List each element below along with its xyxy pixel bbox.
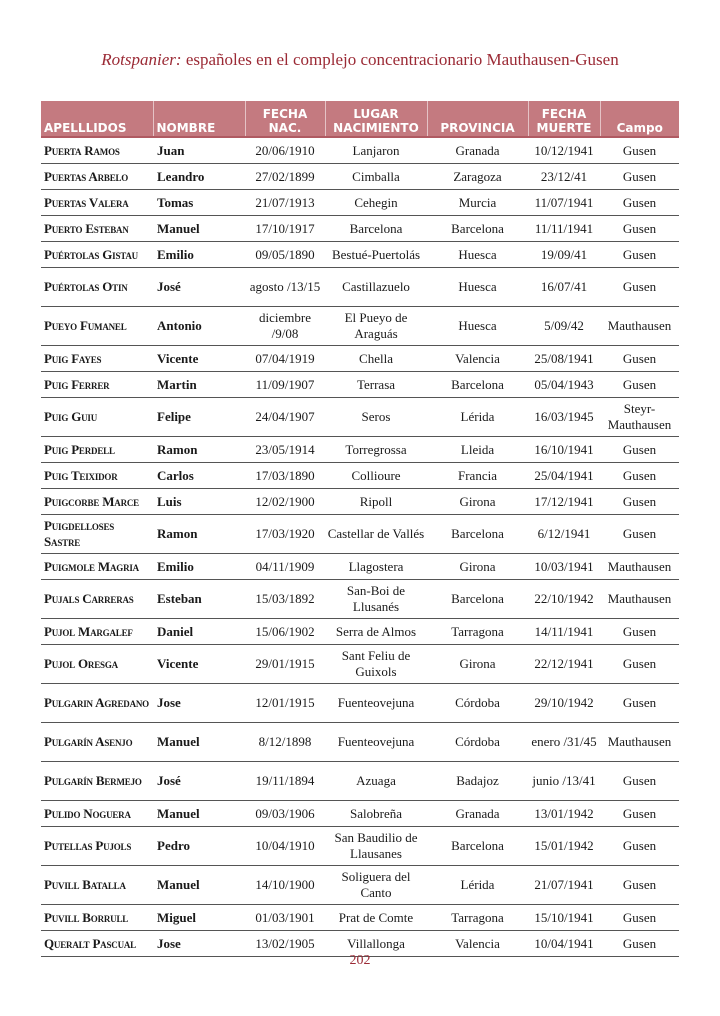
cell-surname: Puerto Esteban — [41, 216, 153, 242]
cell-birthplace: Torregrossa — [325, 437, 427, 463]
cell-camp: Gusen — [600, 515, 679, 554]
cell-province: Tarragona — [427, 905, 528, 931]
cell-birth-date: 23/05/1914 — [245, 437, 325, 463]
cell-birth-date: diciembre /9/08 — [245, 307, 325, 346]
col-header-campo: Campo — [600, 101, 679, 137]
cell-surname: Puigcorbe Marce — [41, 489, 153, 515]
table-row — [41, 801, 679, 827]
cell-birthplace: Castillazuelo — [325, 268, 427, 307]
cell-camp: Mauthausen — [600, 554, 679, 580]
cell-death-date: 05/04/1943 — [528, 372, 600, 398]
cell-death-date: 10/12/1941 — [528, 137, 600, 164]
cell-camp: Gusen — [600, 268, 679, 307]
cell-province: Córdoba — [427, 723, 528, 762]
cell-first-name: Martin — [153, 372, 245, 398]
cell-first-name: Jose — [153, 684, 245, 723]
cell-death-date: 17/12/1941 — [528, 489, 600, 515]
cell-birthplace: Chella — [325, 346, 427, 372]
cell-first-name: Vicente — [153, 346, 245, 372]
cell-camp: Gusen — [600, 190, 679, 216]
cell-camp: Steyr-Mauthausen — [600, 398, 679, 437]
cell-birth-date: 20/06/1910 — [245, 137, 325, 164]
cell-surname: Puig Fayes — [41, 346, 153, 372]
cell-camp: Gusen — [600, 866, 679, 905]
cell-province: Lleida — [427, 437, 528, 463]
cell-surname: Puerta Ramos — [41, 137, 153, 164]
cell-province: Tarragona — [427, 619, 528, 645]
table-row — [41, 515, 679, 554]
table-row — [41, 268, 679, 307]
cell-death-date: 15/01/1942 — [528, 827, 600, 866]
cell-camp: Gusen — [600, 242, 679, 268]
cell-birthplace: Cimballa — [325, 164, 427, 190]
cell-birth-date: 8/12/1898 — [245, 723, 325, 762]
table-row — [41, 905, 679, 931]
table-row — [41, 554, 679, 580]
cell-province: Valencia — [427, 346, 528, 372]
cell-birth-date: 17/03/1890 — [245, 463, 325, 489]
cell-province: Girona — [427, 489, 528, 515]
cell-camp: Gusen — [600, 372, 679, 398]
cell-surname: Putellas Pujols — [41, 827, 153, 866]
cell-province: Murcia — [427, 190, 528, 216]
cell-province: Girona — [427, 554, 528, 580]
cell-birth-date: agosto /13/15 — [245, 268, 325, 307]
cell-birth-date: 04/11/1909 — [245, 554, 325, 580]
table-row — [41, 216, 679, 242]
cell-province: Granada — [427, 137, 528, 164]
cell-province: Barcelona — [427, 580, 528, 619]
col-header-lugar-nacimiento: LUGAR NACIMIENTO — [325, 101, 427, 137]
cell-death-date: 16/07/41 — [528, 268, 600, 307]
cell-birthplace: Fuenteovejuna — [325, 723, 427, 762]
table-row — [41, 242, 679, 268]
cell-death-date: 25/08/1941 — [528, 346, 600, 372]
cell-camp: Gusen — [600, 645, 679, 684]
cell-province: Barcelona — [427, 827, 528, 866]
deportees-table — [41, 101, 679, 957]
table-row — [41, 684, 679, 723]
cell-birth-date: 12/01/1915 — [245, 684, 325, 723]
cell-province: Barcelona — [427, 515, 528, 554]
cell-first-name: José — [153, 268, 245, 307]
cell-province: Huesca — [427, 242, 528, 268]
table-row — [41, 489, 679, 515]
cell-first-name: Ramon — [153, 515, 245, 554]
table-row — [41, 398, 679, 437]
table-row — [41, 645, 679, 684]
cell-birth-date: 14/10/1900 — [245, 866, 325, 905]
cell-birth-date: 11/09/1907 — [245, 372, 325, 398]
cell-camp: Gusen — [600, 801, 679, 827]
cell-death-date: 5/09/42 — [528, 307, 600, 346]
cell-birthplace: Seros — [325, 398, 427, 437]
cell-province: Barcelona — [427, 216, 528, 242]
cell-surname: Puertas Arbelo — [41, 164, 153, 190]
table-row — [41, 437, 679, 463]
cell-camp: Gusen — [600, 137, 679, 164]
cell-death-date: enero /31/45 — [528, 723, 600, 762]
cell-surname: Puig Ferrer — [41, 372, 153, 398]
cell-province: Valencia — [427, 931, 528, 957]
cell-surname: Puig Guiu — [41, 398, 153, 437]
table-row — [41, 164, 679, 190]
cell-birth-date: 24/04/1907 — [245, 398, 325, 437]
cell-first-name: Emilio — [153, 554, 245, 580]
cell-birth-date: 12/02/1900 — [245, 489, 325, 515]
cell-birthplace: Collioure — [325, 463, 427, 489]
table-row — [41, 827, 679, 866]
cell-province: Huesca — [427, 268, 528, 307]
cell-birthplace: Lanjaron — [325, 137, 427, 164]
cell-first-name: Manuel — [153, 723, 245, 762]
cell-birth-date: 09/05/1890 — [245, 242, 325, 268]
cell-death-date: 16/03/1945 — [528, 398, 600, 437]
cell-death-date: 10/04/1941 — [528, 931, 600, 957]
cell-camp: Mauthausen — [600, 580, 679, 619]
cell-surname: Pujals Carreras — [41, 580, 153, 619]
cell-first-name: Emilio — [153, 242, 245, 268]
cell-province: Granada — [427, 801, 528, 827]
cell-birthplace: Salobreña — [325, 801, 427, 827]
cell-death-date: 22/12/1941 — [528, 645, 600, 684]
cell-surname: Puértolas Gistau — [41, 242, 153, 268]
cell-surname: Puvill Batalla — [41, 866, 153, 905]
cell-camp: Gusen — [600, 905, 679, 931]
title-text: españoles en el complejo concentracionario Mauthausen-Gusen — [181, 50, 619, 69]
cell-first-name: Miguel — [153, 905, 245, 931]
cell-province: Córdoba — [427, 684, 528, 723]
cell-first-name: Daniel — [153, 619, 245, 645]
table-row — [41, 580, 679, 619]
cell-death-date: 25/04/1941 — [528, 463, 600, 489]
cell-birthplace: Azuaga — [325, 762, 427, 801]
cell-death-date: 22/10/1942 — [528, 580, 600, 619]
cell-birthplace: Prat de Comte — [325, 905, 427, 931]
cell-birth-date: 21/07/1913 — [245, 190, 325, 216]
cell-surname: Pueyo Fumanel — [41, 307, 153, 346]
cell-birth-date: 15/06/1902 — [245, 619, 325, 645]
cell-first-name: Jose — [153, 931, 245, 957]
cell-first-name: Ramon — [153, 437, 245, 463]
cell-surname: Pujol Margalef — [41, 619, 153, 645]
cell-camp: Gusen — [600, 619, 679, 645]
cell-province: Huesca — [427, 307, 528, 346]
cell-surname: Puértolas Otin — [41, 268, 153, 307]
cell-province: Barcelona — [427, 372, 528, 398]
cell-birth-date: 17/10/1917 — [245, 216, 325, 242]
col-header-apellidos: APELLLIDOS — [41, 101, 153, 137]
cell-birthplace: El Pueyo de Araguás — [325, 307, 427, 346]
cell-province: Francia — [427, 463, 528, 489]
cell-camp: Gusen — [600, 346, 679, 372]
table-row — [41, 372, 679, 398]
cell-camp: Gusen — [600, 684, 679, 723]
cell-first-name: Tomas — [153, 190, 245, 216]
cell-death-date: 14/11/1941 — [528, 619, 600, 645]
cell-birth-date: 07/04/1919 — [245, 346, 325, 372]
table-body — [41, 137, 679, 957]
cell-birthplace: Ripoll — [325, 489, 427, 515]
cell-first-name: Manuel — [153, 801, 245, 827]
cell-province: Zaragoza — [427, 164, 528, 190]
cell-province: Lérida — [427, 866, 528, 905]
cell-surname: Puigmole Magria — [41, 554, 153, 580]
cell-death-date: 10/03/1941 — [528, 554, 600, 580]
cell-birthplace: Llagostera — [325, 554, 427, 580]
cell-camp: Mauthausen — [600, 307, 679, 346]
cell-birth-date: 27/02/1899 — [245, 164, 325, 190]
cell-first-name: Luis — [153, 489, 245, 515]
cell-birthplace: Terrasa — [325, 372, 427, 398]
cell-camp: Gusen — [600, 216, 679, 242]
cell-camp: Gusen — [600, 489, 679, 515]
table-row — [41, 762, 679, 801]
cell-death-date: 6/12/1941 — [528, 515, 600, 554]
cell-death-date: 21/07/1941 — [528, 866, 600, 905]
cell-death-date: 11/11/1941 — [528, 216, 600, 242]
cell-death-date: 23/12/41 — [528, 164, 600, 190]
cell-birthplace: Villallonga — [325, 931, 427, 957]
cell-death-date: 11/07/1941 — [528, 190, 600, 216]
cell-birthplace: Sant Feliu de Guixols — [325, 645, 427, 684]
cell-first-name: Esteban — [153, 580, 245, 619]
cell-province: Badajoz — [427, 762, 528, 801]
cell-first-name: Manuel — [153, 216, 245, 242]
cell-province: Girona — [427, 645, 528, 684]
page-number: 202 — [349, 953, 371, 968]
cell-death-date: 13/01/1942 — [528, 801, 600, 827]
cell-first-name: José — [153, 762, 245, 801]
cell-camp: Gusen — [600, 762, 679, 801]
cell-surname: Puvill Borrull — [41, 905, 153, 931]
table-row — [41, 137, 679, 164]
cell-province: Lérida — [427, 398, 528, 437]
col-header-nombre: NOMBRE — [153, 101, 245, 137]
cell-birth-date: 19/11/1894 — [245, 762, 325, 801]
cell-birth-date: 01/03/1901 — [245, 905, 325, 931]
table-row — [41, 307, 679, 346]
cell-first-name: Pedro — [153, 827, 245, 866]
cell-surname: Pulido Noguera — [41, 801, 153, 827]
table-row — [41, 619, 679, 645]
cell-camp: Gusen — [600, 164, 679, 190]
cell-first-name: Juan — [153, 137, 245, 164]
cell-surname: Queralt Pascual — [41, 931, 153, 957]
cell-birth-date: 09/03/1906 — [245, 801, 325, 827]
cell-birthplace: Bestué-Puertolás — [325, 242, 427, 268]
col-header-fecha-nac: FECHA NAC. — [245, 101, 325, 137]
cell-camp: Gusen — [600, 931, 679, 957]
cell-surname: Puigdelloses Sastre — [41, 515, 153, 554]
cell-birthplace: Barcelona — [325, 216, 427, 242]
cell-birth-date: 10/04/1910 — [245, 827, 325, 866]
cell-birth-date: 15/03/1892 — [245, 580, 325, 619]
cell-first-name: Vicente — [153, 645, 245, 684]
cell-birthplace: Castellar de Vallés — [325, 515, 427, 554]
cell-first-name: Carlos — [153, 463, 245, 489]
cell-camp: Mauthausen — [600, 723, 679, 762]
cell-surname: Pulgarín Bermejo — [41, 762, 153, 801]
col-header-fecha-muerte: FECHA MUERTE — [528, 101, 600, 137]
cell-death-date: junio /13/41 — [528, 762, 600, 801]
cell-camp: Gusen — [600, 437, 679, 463]
cell-death-date: 16/10/1941 — [528, 437, 600, 463]
cell-first-name: Leandro — [153, 164, 245, 190]
cell-birth-date: 17/03/1920 — [245, 515, 325, 554]
cell-surname: Pulgarin Agredano — [41, 684, 153, 723]
cell-first-name: Manuel — [153, 866, 245, 905]
cell-surname: Puig Perdell — [41, 437, 153, 463]
cell-surname: Pujol Oresga — [41, 645, 153, 684]
cell-birthplace: Cehegin — [325, 190, 427, 216]
cell-surname: Puig Teixidor — [41, 463, 153, 489]
cell-first-name: Felipe — [153, 398, 245, 437]
table-header-row — [41, 101, 679, 137]
table-row — [41, 463, 679, 489]
table-row — [41, 190, 679, 216]
cell-birthplace: San Baudilio de Llausanes — [325, 827, 427, 866]
cell-surname: Pulgarín Asenjo — [41, 723, 153, 762]
table-row — [41, 723, 679, 762]
table-row — [41, 346, 679, 372]
title-italic: Rotspanier: — [101, 50, 182, 69]
cell-camp: Gusen — [600, 463, 679, 489]
cell-birth-date: 13/02/1905 — [245, 931, 325, 957]
cell-birthplace: Soliguera del Canto — [325, 866, 427, 905]
cell-surname: Puertas Valera — [41, 190, 153, 216]
cell-birth-date: 29/01/1915 — [245, 645, 325, 684]
cell-first-name: Antonio — [153, 307, 245, 346]
cell-camp: Gusen — [600, 827, 679, 866]
cell-death-date: 29/10/1942 — [528, 684, 600, 723]
cell-birthplace: San-Boi de Llusanés — [325, 580, 427, 619]
cell-death-date: 15/10/1941 — [528, 905, 600, 931]
page-title — [0, 50, 720, 70]
table-row — [41, 866, 679, 905]
cell-death-date: 19/09/41 — [528, 242, 600, 268]
col-header-provincia: PROVINCIA — [427, 101, 528, 137]
cell-birthplace: Fuenteovejuna — [325, 684, 427, 723]
cell-birthplace: Serra de Almos — [325, 619, 427, 645]
